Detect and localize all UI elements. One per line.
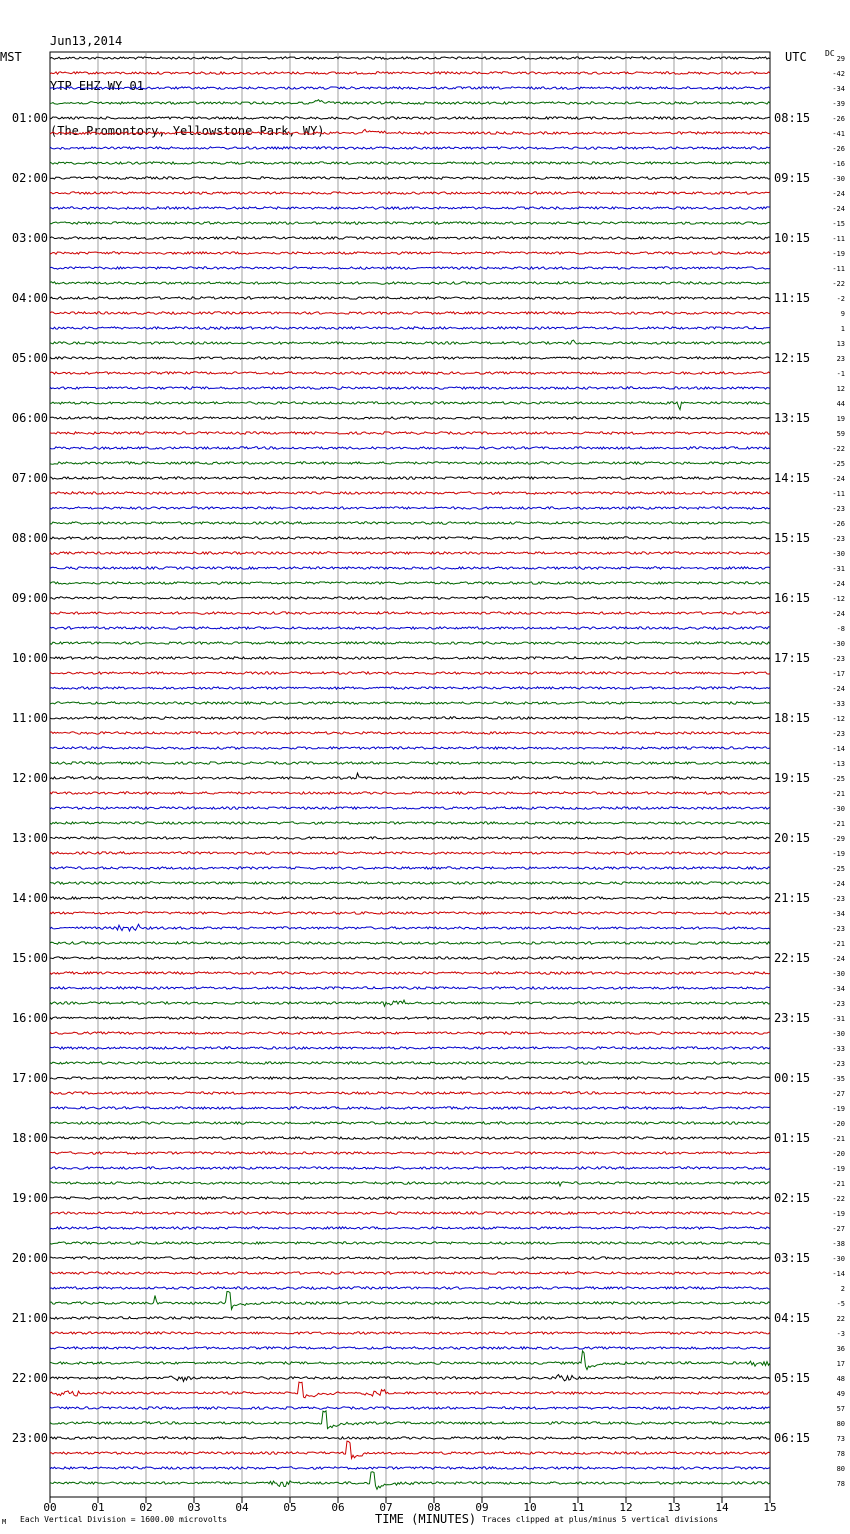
trace-24 [50, 417, 770, 419]
dc-offset-label: 36 [836, 1345, 845, 1353]
clip-note: Traces clipped at plus/minus 5 vertical divisions [482, 1515, 719, 1524]
dc-offset-label: -24 [832, 205, 845, 213]
trace-3 [50, 100, 770, 105]
dc-offset-label: 48 [836, 1375, 845, 1383]
trace-68 [50, 1077, 770, 1079]
dc-offset-label: -19 [832, 1165, 845, 1173]
trace-62 [50, 987, 770, 989]
trace-95 [50, 1472, 770, 1490]
trace-2 [50, 87, 770, 89]
hour-label-mst: 09:00 [11, 591, 48, 605]
dc-offset-label: -29 [832, 835, 845, 843]
dc-offset-label: -27 [832, 1225, 845, 1233]
trace-0 [50, 57, 770, 59]
trace-94 [50, 1467, 770, 1469]
dc-offset-label: -14 [832, 1270, 845, 1278]
hour-label-mst: 21:00 [11, 1311, 48, 1325]
dc-offset-label: 1 [840, 325, 845, 333]
x-tick-label: 04 [235, 1501, 249, 1514]
hour-label-utc: 22:15 [774, 951, 811, 965]
trace-1 [50, 72, 770, 74]
dc-offset-label: -25 [832, 460, 845, 468]
dc-offset-label: -31 [832, 565, 845, 573]
dc-offset-label: -30 [832, 970, 845, 978]
trace-4 [50, 117, 770, 119]
trace-45 [50, 732, 770, 734]
trace-54 [50, 867, 770, 869]
hour-label-utc: 19:15 [774, 771, 811, 785]
dc-offset-label: -20 [832, 1150, 845, 1158]
hour-label-utc: 10:15 [774, 231, 811, 245]
hour-label-utc: 12:15 [774, 351, 811, 365]
trace-59 [50, 942, 770, 944]
dc-offset-label: -17 [832, 670, 845, 678]
dc-offset-label: -15 [832, 220, 845, 228]
trace-93 [50, 1441, 770, 1458]
trace-7 [50, 162, 770, 164]
hour-label-mst: 15:00 [11, 951, 48, 965]
dc-offset-label: -25 [832, 865, 845, 873]
dc-offset-label: -12 [832, 595, 845, 603]
x-axis-title: TIME (MINUTES) [375, 1512, 477, 1526]
dc-offset-label: 80 [836, 1465, 845, 1473]
dc-offset-label: -21 [832, 790, 845, 798]
dc-offset-label: -33 [832, 700, 845, 708]
dc-offset-label: -19 [832, 850, 845, 858]
hour-label-utc: 23:15 [774, 1011, 811, 1025]
hour-label-utc: 15:15 [774, 531, 811, 545]
header-location: (The Promontory, Yellowstone Park, WY) [50, 124, 325, 138]
trace-34 [50, 567, 770, 569]
hour-label-mst: 12:00 [11, 771, 48, 785]
dc-offset-label: 13 [836, 340, 845, 348]
dc-offset-label: -24 [832, 190, 845, 198]
mst-axis-label: MST [0, 50, 22, 64]
scale-note: Each Vertical Division = 1600.00 microvolts [20, 1515, 228, 1524]
dc-offset-label: -24 [832, 685, 845, 693]
dc-offset-label: -38 [832, 1240, 845, 1248]
trace-13 [50, 252, 770, 254]
trace-27 [50, 462, 770, 464]
trace-57 [50, 912, 770, 914]
dc-offset-label: 22 [836, 1315, 845, 1323]
trace-79 [50, 1242, 770, 1244]
utc-axis-label: UTC [785, 50, 807, 64]
dc-offset-label: -23 [832, 895, 845, 903]
trace-61 [50, 972, 770, 974]
hour-label-mst: 05:00 [11, 351, 48, 365]
hour-label-mst: 08:00 [11, 531, 48, 545]
dc-offset-label: -31 [832, 1015, 845, 1023]
trace-46 [50, 747, 770, 749]
dc-offset-label: -21 [832, 1135, 845, 1143]
trace-29 [50, 492, 770, 494]
trace-92 [50, 1437, 770, 1439]
dc-offset-label: 12 [836, 385, 845, 393]
trace-10 [50, 207, 770, 209]
dc-offset-label: 59 [836, 430, 845, 438]
hour-label-utc: 01:15 [774, 1131, 811, 1145]
trace-73 [50, 1152, 770, 1154]
trace-82 [50, 1287, 770, 1289]
dc-offset-label: -19 [832, 1210, 845, 1218]
dc-offset-label: -5 [836, 1300, 845, 1308]
trace-12 [50, 237, 770, 239]
dc-offset-label: -11 [832, 265, 845, 273]
dc-offset-label: -34 [832, 85, 845, 93]
dc-offset-label: -30 [832, 1255, 845, 1263]
dc-offset-label: -1 [836, 370, 845, 378]
dc-offset-label: -11 [832, 235, 845, 243]
x-tick-label: 15 [763, 1501, 777, 1514]
trace-88 [50, 1375, 770, 1382]
trace-41 [50, 672, 770, 674]
trace-40 [50, 657, 770, 659]
trace-33 [50, 552, 770, 554]
x-tick-label: 12 [619, 1501, 633, 1514]
dc-offset-label: 49 [836, 1390, 845, 1398]
hour-label-mst: 04:00 [11, 291, 48, 305]
hour-label-utc: 14:15 [774, 471, 811, 485]
dc-offset-label: -23 [832, 925, 845, 933]
dc-offset-label: -22 [832, 445, 845, 453]
dc-offset-label: 9 [840, 310, 845, 318]
dc-offset-label: -22 [832, 280, 845, 288]
trace-48 [50, 773, 770, 779]
trace-36 [50, 597, 770, 599]
hour-label-utc: 21:15 [774, 891, 811, 905]
hour-label-mst: 14:00 [11, 891, 48, 905]
dc-offset-label: 80 [836, 1420, 845, 1428]
dc-offset-label: -23 [832, 505, 845, 513]
dc-offset-label: -19 [832, 1105, 845, 1113]
trace-51 [50, 822, 770, 824]
trace-78 [50, 1227, 770, 1229]
trace-26 [50, 447, 770, 449]
trace-39 [50, 642, 770, 644]
x-tick-label: 06 [331, 1501, 345, 1514]
trace-49 [50, 792, 770, 794]
trace-66 [50, 1047, 770, 1049]
dc-offset-label: -33 [832, 1045, 845, 1053]
dc-offset-label: -23 [832, 730, 845, 738]
dc-offset-label: 23 [836, 355, 845, 363]
trace-8 [50, 177, 770, 179]
trace-22 [50, 387, 770, 389]
corner-mark: M [2, 1518, 7, 1526]
dc-offset-label: -24 [832, 955, 845, 963]
dc-offset-label: -34 [832, 910, 845, 918]
dc-offset-label: -20 [832, 1120, 845, 1128]
hour-label-utc: 02:15 [774, 1191, 811, 1205]
trace-53 [50, 852, 770, 854]
trace-84 [50, 1317, 770, 1319]
trace-23 [50, 402, 770, 410]
hour-label-mst: 06:00 [11, 411, 48, 425]
dc-offset-label: -3 [836, 1330, 845, 1338]
hour-label-mst: 02:00 [11, 171, 48, 185]
dc-offset-label: -19 [832, 250, 845, 258]
trace-55 [50, 882, 770, 884]
dc-offset-label: -30 [832, 1030, 845, 1038]
x-tick-label: 13 [667, 1501, 681, 1514]
trace-6 [50, 147, 770, 149]
dc-offset-label: -42 [832, 70, 845, 78]
header-date: Jun13,2014 [50, 34, 123, 48]
trace-47 [50, 762, 770, 764]
hour-label-utc: 00:15 [774, 1071, 811, 1085]
dc-offset-label: -23 [832, 655, 845, 663]
dc-offset-label: -21 [832, 1180, 845, 1188]
x-tick-label: 03 [187, 1501, 201, 1514]
trace-5 [50, 129, 770, 134]
trace-70 [50, 1107, 770, 1109]
trace-80 [50, 1257, 770, 1259]
dc-offset-label: -24 [832, 610, 845, 618]
trace-21 [50, 372, 770, 374]
trace-85 [50, 1332, 770, 1334]
trace-18 [50, 327, 770, 329]
dc-offset-label: -24 [832, 580, 845, 588]
trace-30 [50, 507, 770, 509]
dc-offset-label: -23 [832, 535, 845, 543]
dc-offset-label: -21 [832, 820, 845, 828]
trace-31 [50, 522, 770, 524]
dc-offset-label: -41 [832, 130, 845, 138]
dc-offset-label: -30 [832, 550, 845, 558]
hour-label-utc: 05:15 [774, 1371, 811, 1385]
hour-label-mst: 11:00 [11, 711, 48, 725]
dc-offset-label: -24 [832, 880, 845, 888]
dc-offset-label: 17 [836, 1360, 845, 1368]
hour-label-utc: 06:15 [774, 1431, 811, 1445]
hour-label-mst: 23:00 [11, 1431, 48, 1445]
hour-label-mst: 10:00 [11, 651, 48, 665]
x-tick-label: 00 [43, 1501, 57, 1514]
trace-65 [50, 1032, 770, 1034]
dc-offset-label: -26 [832, 145, 845, 153]
x-tick-label: 14 [715, 1501, 729, 1514]
trace-9 [50, 192, 770, 194]
dc-offset-label: -16 [832, 160, 845, 168]
trace-64 [50, 1017, 770, 1019]
trace-52 [50, 837, 770, 839]
trace-71 [50, 1122, 770, 1124]
trace-28 [50, 477, 770, 479]
hour-label-utc: 13:15 [774, 411, 811, 425]
trace-14 [50, 267, 770, 269]
dc-offset-label: 2 [840, 1285, 845, 1293]
dc-offset-label: 29 [836, 55, 845, 63]
dc-offset-label: -23 [832, 1000, 845, 1008]
dc-offset-label: 57 [836, 1405, 845, 1413]
x-tick-label: 09 [475, 1501, 489, 1514]
dc-offset-label: -23 [832, 1060, 845, 1068]
trace-77 [50, 1212, 770, 1214]
trace-91 [50, 1411, 770, 1429]
dc-offset-label: -30 [832, 175, 845, 183]
hour-label-mst: 16:00 [11, 1011, 48, 1025]
trace-58 [50, 924, 770, 931]
trace-69 [50, 1092, 770, 1094]
x-tick-label: 02 [139, 1501, 153, 1514]
header-station: YTP EHZ WY 01 [50, 79, 144, 93]
dc-offset-label: 78 [836, 1450, 845, 1458]
trace-15 [50, 282, 770, 284]
hour-label-mst: 18:00 [11, 1131, 48, 1145]
trace-60 [50, 957, 770, 959]
x-tick-label: 10 [523, 1501, 537, 1514]
dc-offset-label: -21 [832, 940, 845, 948]
trace-63 [50, 1000, 770, 1006]
trace-35 [50, 582, 770, 584]
trace-20 [50, 357, 770, 359]
hour-label-utc: 08:15 [774, 111, 811, 125]
dc-offset-label: -26 [832, 520, 845, 528]
x-tick-label: 01 [91, 1501, 105, 1514]
dc-offset-label: -25 [832, 775, 845, 783]
trace-19 [50, 340, 770, 344]
dc-label: DC [825, 49, 835, 58]
dc-offset-label: -26 [832, 115, 845, 123]
dc-offset-label: -14 [832, 745, 845, 753]
trace-38 [50, 627, 770, 629]
hour-label-utc: 16:15 [774, 591, 811, 605]
hour-label-utc: 17:15 [774, 651, 811, 665]
dc-offset-label: -13 [832, 760, 845, 768]
hour-label-mst: 13:00 [11, 831, 48, 845]
dc-offset-label: -24 [832, 475, 845, 483]
hour-label-utc: 03:15 [774, 1251, 811, 1265]
trace-83 [50, 1292, 770, 1310]
trace-50 [50, 807, 770, 809]
dc-offset-label: -8 [836, 625, 845, 633]
hour-label-mst: 22:00 [11, 1371, 48, 1385]
trace-67 [50, 1062, 770, 1064]
hour-label-mst: 03:00 [11, 231, 48, 245]
dc-offset-label: 78 [836, 1480, 845, 1488]
x-tick-label: 05 [283, 1501, 297, 1514]
hour-label-utc: 09:15 [774, 171, 811, 185]
trace-76 [50, 1197, 770, 1199]
hour-label-mst: 07:00 [11, 471, 48, 485]
dc-offset-label: -12 [832, 715, 845, 723]
trace-56 [50, 897, 770, 899]
trace-89 [50, 1382, 770, 1398]
dc-offset-label: -11 [832, 490, 845, 498]
dc-offset-label: -27 [832, 1090, 845, 1098]
hour-label-utc: 04:15 [774, 1311, 811, 1325]
dc-offset-label: -30 [832, 640, 845, 648]
x-tick-label: 07 [379, 1501, 393, 1514]
dc-offset-label: -30 [832, 805, 845, 813]
trace-37 [50, 612, 770, 614]
trace-16 [50, 297, 770, 299]
hour-label-utc: 20:15 [774, 831, 811, 845]
trace-75 [50, 1182, 770, 1186]
trace-17 [50, 312, 770, 314]
trace-42 [50, 687, 770, 689]
hour-label-mst: 19:00 [11, 1191, 48, 1205]
hour-label-mst: 20:00 [11, 1251, 48, 1265]
trace-11 [50, 222, 770, 224]
trace-72 [50, 1137, 770, 1139]
trace-32 [50, 537, 770, 539]
dc-offset-label: -22 [832, 1195, 845, 1203]
dc-offset-label: 19 [836, 415, 845, 423]
x-tick-label: 08 [427, 1501, 441, 1514]
x-tick-label: 11 [571, 1501, 585, 1514]
hour-label-mst: 17:00 [11, 1071, 48, 1085]
dc-offset-label: -39 [832, 100, 845, 108]
dc-offset-label: -34 [832, 985, 845, 993]
dc-offset-label: -35 [832, 1075, 845, 1083]
trace-90 [50, 1407, 770, 1409]
trace-81 [50, 1272, 770, 1274]
hour-label-utc: 11:15 [774, 291, 811, 305]
trace-86 [50, 1347, 770, 1349]
dc-offset-label: -2 [836, 295, 845, 303]
trace-43 [50, 702, 770, 704]
dc-offset-label: 44 [836, 400, 845, 408]
dc-offset-label: 73 [836, 1435, 845, 1443]
trace-74 [50, 1167, 770, 1169]
trace-25 [50, 432, 770, 434]
trace-87 [50, 1351, 770, 1370]
hour-label-mst: 01:00 [11, 111, 48, 125]
trace-44 [50, 717, 770, 719]
hour-label-utc: 18:15 [774, 711, 811, 725]
